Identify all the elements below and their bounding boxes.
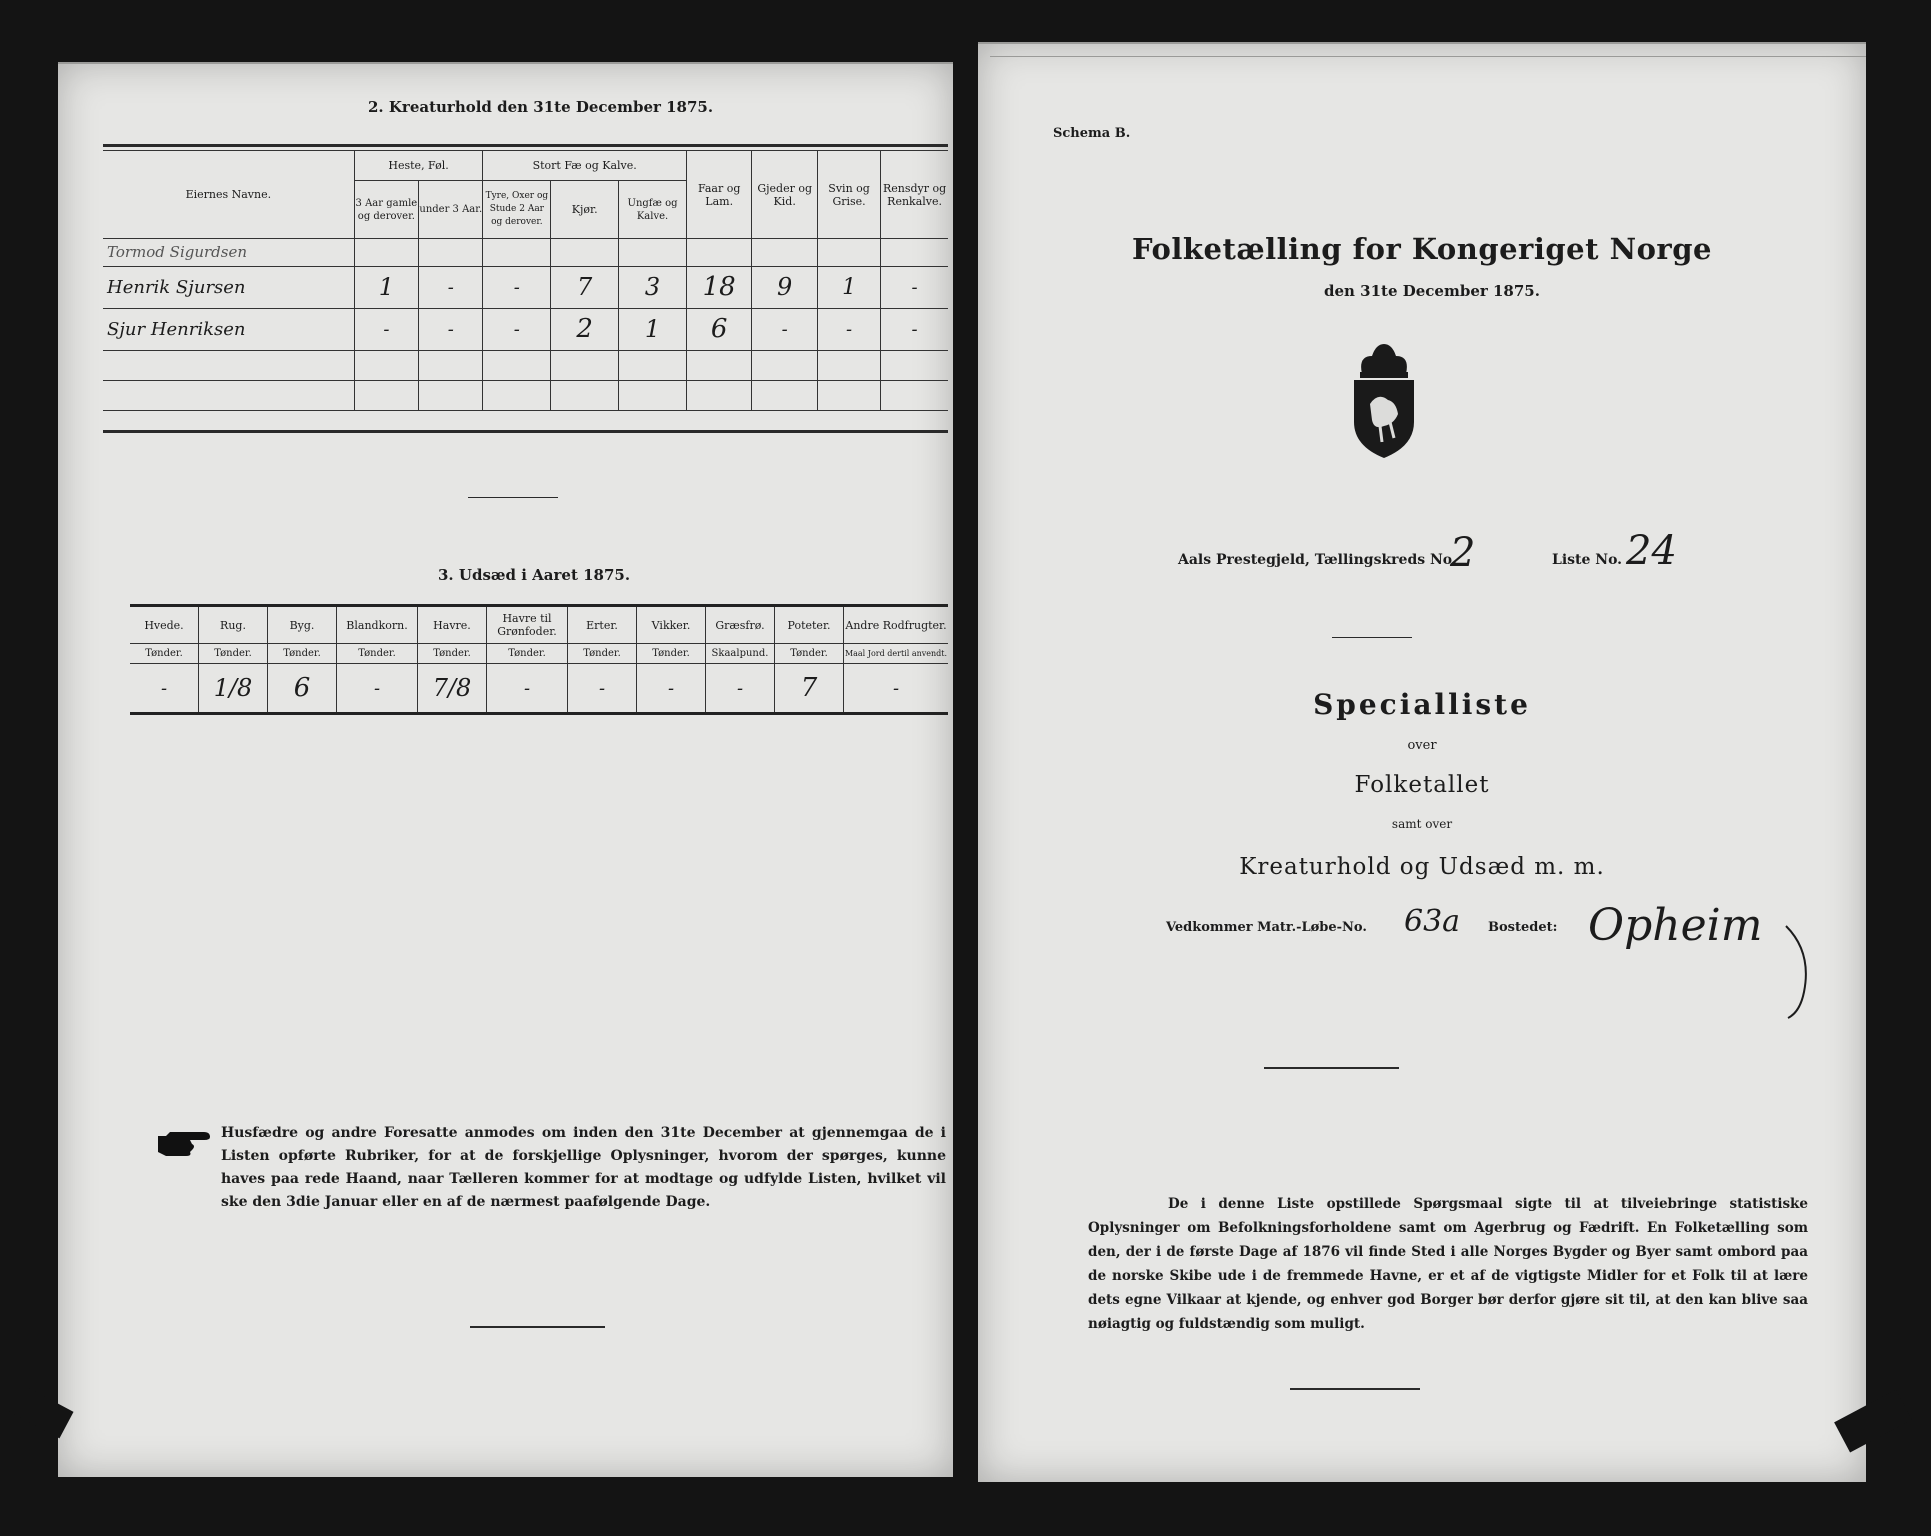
- specialliste-heading: Specialliste: [1313, 688, 1531, 721]
- reindeer-header: Rensdyr og Renkalve.: [881, 151, 948, 239]
- bostedet-label: Bostedet:: [1488, 920, 1558, 935]
- kreds-number: 2: [1450, 530, 1476, 576]
- seed-unit: Skaalpund.: [706, 644, 775, 664]
- pigs-header: Svin og Grise.: [817, 151, 880, 239]
- seed-header: Blandkorn.: [337, 606, 418, 644]
- bulls-header: Tyre, Oxer og Stude 2 Aar og derover.: [483, 181, 551, 239]
- seed-header: Hvede.: [130, 606, 199, 644]
- left-page: [58, 62, 953, 1477]
- seed-unit: Tønder.: [199, 644, 268, 664]
- page-date: den 31te December 1875.: [1324, 282, 1540, 300]
- table-row: [103, 351, 948, 381]
- coat-of-arms-icon: [1344, 342, 1424, 460]
- page-edge: [58, 62, 953, 64]
- kreaturhold-heading: Kreaturhold og Udsæd m. m.: [1239, 854, 1605, 880]
- young-cattle-header: Ungfæ og Kalve.: [619, 181, 687, 239]
- seed-value: -: [337, 664, 418, 714]
- seed-unit: Maal Jord dertil anvendt.: [844, 644, 949, 664]
- owner-name: Henrik Sjursen: [103, 267, 354, 309]
- seed-unit: Tønder.: [487, 644, 568, 664]
- divider: [468, 497, 558, 498]
- horse-old-value: -: [354, 309, 418, 351]
- seed-unit: Tønder.: [337, 644, 418, 664]
- seed-value: -: [637, 664, 706, 714]
- table-row: [103, 381, 948, 411]
- page-edge: [990, 56, 1866, 57]
- bulls-value: -: [483, 309, 551, 351]
- table-row: [103, 309, 948, 351]
- footer-text: De i denne Liste opstillede Spørgsmaal sigte til at tilveiebringe statistiske Oplysninger om Befolkningsforholdene samt om Agerbrug og Fædrift. En Folketælling som den, der i de første Dage af 1876 vil finde Sted i alle Norges Bygder og Byer samt ombord paa de norske Skibe ude i de fremmede Havne, er et af de vigtigste Midler for et Folk til at lære dets egne Vilkaar at kjende, og enhver god Borger bør derfor gjøre sit til, at den kan blive saa nøiagtig og fuldstændig som muligt.: [1088, 1196, 1808, 1332]
- seed-value: 7: [775, 664, 844, 714]
- horses-group-header: Heste, Føl.: [354, 151, 483, 181]
- goats-value: 9: [752, 267, 818, 309]
- horse-young-header: under 3 Aar.: [419, 181, 483, 239]
- section2-title: 2. Kreaturhold den 31te December 1875.: [368, 98, 714, 116]
- table-row: [103, 267, 948, 309]
- livestock-table: [103, 150, 948, 411]
- seed-unit: Tønder.: [637, 644, 706, 664]
- young-cattle-value: 3: [619, 267, 687, 309]
- seed-header: Græsfrø.: [706, 606, 775, 644]
- seed-header: Erter.: [568, 606, 637, 644]
- seed-unit: Tønder.: [130, 644, 199, 664]
- horse-young-value: -: [419, 309, 483, 351]
- rule: [103, 144, 948, 147]
- right-page: [978, 42, 1866, 1482]
- owner-name: Sjur Henriksen: [103, 309, 354, 351]
- seed-value: -: [844, 664, 949, 714]
- folketallet-heading: Folketallet: [1354, 772, 1490, 798]
- divider: [1264, 1067, 1399, 1069]
- liste-label: Liste No.: [1552, 552, 1623, 568]
- seed-value: -: [487, 664, 568, 714]
- sheep-value: 18: [686, 267, 752, 309]
- seed-unit: Tønder.: [568, 644, 637, 664]
- samt-over-label: samt over: [1391, 817, 1453, 831]
- owner-name: Tormod Sigurdsen: [103, 239, 354, 267]
- horse-young-value: -: [419, 267, 483, 309]
- seed-unit: Tønder.: [268, 644, 337, 664]
- seed-header: Byg.: [268, 606, 337, 644]
- cows-value: 7: [551, 267, 619, 309]
- liste-number: 24: [1626, 528, 1677, 574]
- reindeer-value: -: [881, 267, 948, 309]
- seed-header: Havre.: [418, 606, 487, 644]
- notice-text: Husfædre og andre Foresatte anmodes om inden den 31te December at gjennemgaa de i Listen opførte Rubriker, for at de forskjellige Oplysninger, hvorom der spørges, kunne haves paa rede Haand, naar Tælleren kommer for at modtage og udfylde Listen, hvilket vil ske den 3die Januar eller en af de nærmest paafølgende Dage.: [221, 1125, 946, 1210]
- matr-number: 63a: [1404, 904, 1461, 939]
- schema-label: Schema B.: [1053, 126, 1131, 141]
- goats-header: Gjeder og Kid.: [752, 151, 818, 239]
- owner-header: Eiernes Navne.: [103, 151, 354, 239]
- seed-unit: Tønder.: [775, 644, 844, 664]
- bostedet-value: Opheim: [1588, 900, 1763, 951]
- sheep-header: Faar og Lam.: [686, 151, 752, 239]
- horse-old-value: 1: [354, 267, 418, 309]
- cows-header: Kjør.: [551, 181, 619, 239]
- reindeer-value: -: [881, 309, 948, 351]
- seed-header: Poteter.: [775, 606, 844, 644]
- seed-value: 7/8: [418, 664, 487, 714]
- seed-header: Havre til Grønfoder.: [487, 606, 568, 644]
- horse-old-header: 3 Aar gamle og derover.: [354, 181, 418, 239]
- seed-value: -: [706, 664, 775, 714]
- page-title: Folketælling for Kongeriget Norge: [1132, 232, 1712, 266]
- cows-value: 2: [551, 309, 619, 351]
- seed-value: 1/8: [199, 664, 268, 714]
- table-row: [130, 664, 948, 714]
- section3-title: 3. Udsæd i Aaret 1875.: [438, 566, 631, 584]
- rule: [103, 430, 948, 433]
- seed-table: [130, 604, 948, 715]
- sheep-value: 6: [686, 309, 752, 351]
- over-label: over: [1407, 738, 1437, 753]
- cattle-group-header: Stort Fæ og Kalve.: [483, 151, 686, 181]
- table-row: [103, 239, 948, 267]
- seed-unit: Tønder.: [418, 644, 487, 664]
- seed-value: -: [568, 664, 637, 714]
- divider: [1290, 1388, 1420, 1390]
- young-cattle-value: 1: [619, 309, 687, 351]
- seed-value: 6: [268, 664, 337, 714]
- bulls-value: -: [483, 267, 551, 309]
- seed-header: Vikker.: [637, 606, 706, 644]
- seed-value: -: [130, 664, 199, 714]
- page-edge: [978, 42, 1866, 44]
- divider: [1332, 637, 1412, 638]
- pointing-hand-icon: [156, 1128, 212, 1158]
- matr-label: Vedkommer Matr.-Løbe-No.: [1166, 920, 1367, 935]
- pigs-value: 1: [817, 267, 880, 309]
- signature-flourish: [1784, 922, 1814, 1022]
- seed-header: Rug.: [199, 606, 268, 644]
- divider: [470, 1326, 605, 1328]
- prestegjeld-label: Aals Prestegjeld, Tællingskreds No.: [1178, 552, 1457, 568]
- pigs-value: -: [817, 309, 880, 351]
- seed-header: Andre Rodfrugter.: [844, 606, 949, 644]
- goats-value: -: [752, 309, 818, 351]
